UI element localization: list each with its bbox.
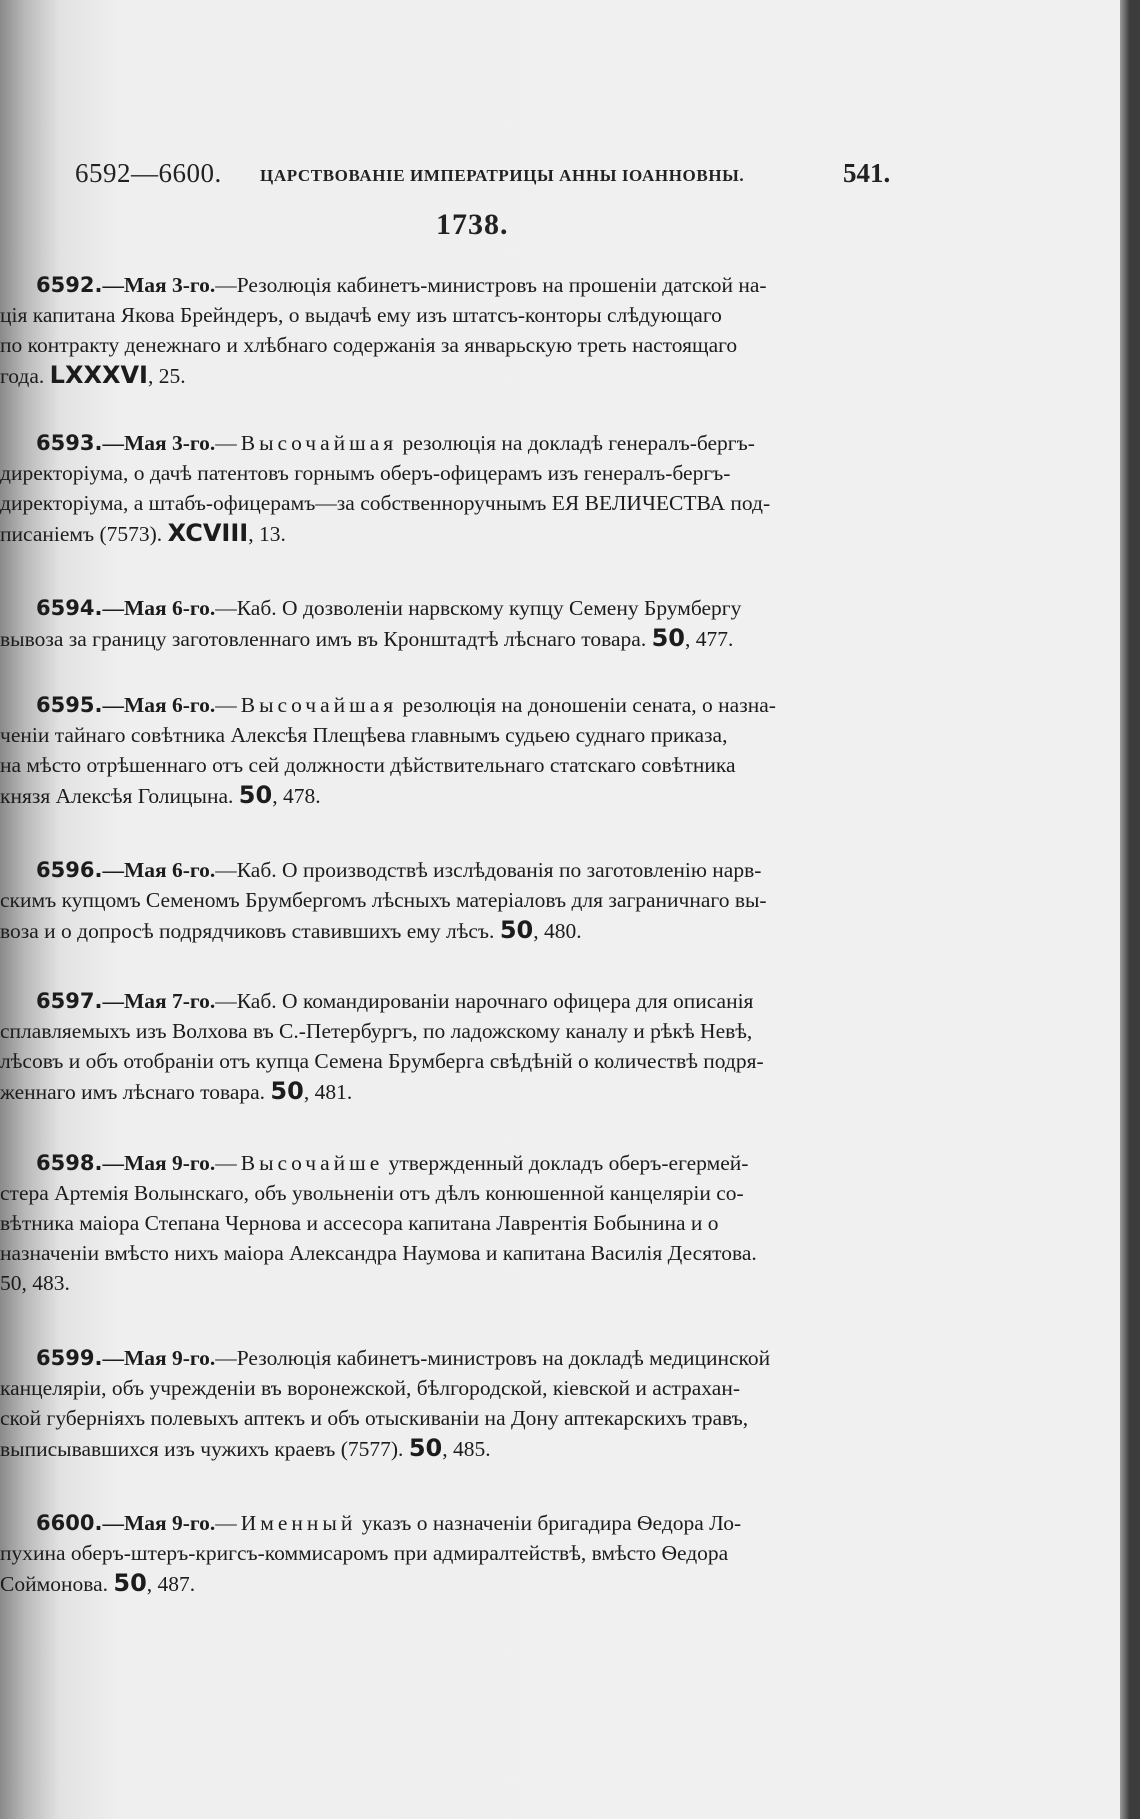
entry-text: резолюція на докладѣ генералъ-бергъ- bbox=[397, 431, 755, 455]
entry-line bbox=[0, 690, 950, 720]
running-title: ЦАРСТВОВАНІЕ ИМПЕРАТРИЦЫ АННЫ ІОАННОВНЫ. bbox=[260, 166, 745, 185]
entry-line bbox=[0, 1148, 950, 1178]
entry-line: директоріума, а штабъ-офицерамъ—за собственноручнымъ ЕЯ ВЕЛИЧЕСТВА под- bbox=[0, 491, 771, 515]
entry-6596 bbox=[0, 855, 950, 946]
entry-line bbox=[0, 780, 950, 811]
entry-line: пухина оберъ-штеръ-кригсъ-коммисаромъ при адмиралтействѣ, вмѣсто Ѳедора bbox=[0, 1541, 729, 1565]
entry-6593 bbox=[0, 428, 950, 549]
entry-number: 6593. bbox=[36, 431, 103, 455]
source-page: , 478. bbox=[272, 784, 321, 808]
source-page: , 25. bbox=[147, 364, 186, 388]
entry-date: —Мая 6-го. bbox=[102, 693, 216, 717]
entry-line: 50, 483. bbox=[0, 1271, 70, 1295]
source-volume: 50 bbox=[270, 1077, 304, 1105]
entry-text: резолюція на доношеніи сената, о назна- bbox=[397, 693, 776, 717]
entry-text: женнаго имъ лѣснаго товара. bbox=[0, 1080, 266, 1104]
entry-line: ской губерніяхъ полевыхъ аптекъ и объ отыскиваніи на Дону аптекарскихъ травъ, bbox=[0, 1406, 749, 1430]
source-page: , 487. bbox=[146, 1572, 196, 1596]
source-page: , 477. bbox=[685, 627, 734, 651]
entry-date: —Мая 6-го. bbox=[102, 596, 216, 620]
entry-line bbox=[0, 1568, 950, 1599]
entry-line bbox=[0, 1076, 950, 1107]
source-volume: 50 bbox=[651, 624, 685, 652]
source-page: , 13. bbox=[248, 522, 286, 546]
entry-line: по контракту денежнаго и хлѣбнаго содержанія за январьскую треть настоящаго bbox=[0, 333, 738, 357]
entry-6599 bbox=[0, 1343, 950, 1464]
entry-line bbox=[0, 1343, 950, 1373]
entry-date: —Мая 9-го. bbox=[102, 1346, 216, 1370]
entry-line: сплавляемыхъ изъ Волхова въ С.-Петербургъ, по ладожскому каналу и рѣкѣ Невѣ, bbox=[0, 1019, 753, 1043]
entry-spaced-word: —Высочайшая bbox=[215, 693, 398, 717]
entry-number: 6597. bbox=[36, 989, 103, 1013]
entry-text: вывоза за границу заготовленнаго имъ въ Кронштадтѣ лѣснаго товара. bbox=[0, 627, 647, 651]
source-volume: 50 bbox=[499, 916, 534, 944]
entry-text: —Резолюція кабинетъ-министровъ на докладѣ медицинской bbox=[215, 1346, 771, 1370]
entry-6594 bbox=[0, 593, 950, 654]
entry-date: —Мая 6-го. bbox=[102, 858, 216, 882]
entry-line bbox=[0, 986, 950, 1016]
entry-text: указъ о назначеніи бригадира Ѳедора Ло- bbox=[356, 1511, 742, 1535]
entry-text: —Каб. О производствѣ изслѣдованія по заготовленію нарв- bbox=[215, 858, 762, 882]
entry-6598 bbox=[0, 1148, 950, 1298]
entry-text: года. bbox=[0, 364, 45, 388]
entry-date: —Мая 3-го. bbox=[102, 273, 216, 297]
entry-number: 6600. bbox=[36, 1511, 103, 1535]
entry-text: писаніемъ (7573). bbox=[0, 522, 163, 546]
entry-number: 6596. bbox=[36, 858, 103, 882]
source-volume: 50 bbox=[113, 1569, 147, 1597]
source-page: , 481. bbox=[303, 1080, 353, 1104]
entry-text: —Каб. О дозволеніи нарвскому купцу Семену Брумбергу bbox=[215, 596, 742, 620]
entry-date: —Мая 7-го. bbox=[102, 989, 216, 1013]
entry-text: утвержденный докладъ оберъ-егермей- bbox=[383, 1151, 749, 1175]
entry-number: 6595. bbox=[36, 693, 103, 717]
entry-6592 bbox=[0, 270, 950, 391]
entry-line bbox=[0, 855, 950, 885]
entry-line: на мѣсто отрѣшеннаго отъ сей должности дѣйствительнаго статскаго совѣтника bbox=[0, 753, 736, 777]
entry-text: князя Алексѣя Голицына. bbox=[0, 784, 234, 808]
page-number: 541. bbox=[843, 158, 891, 188]
source-page: , 485. bbox=[442, 1437, 491, 1461]
entry-spaced-word: —Высочайше bbox=[215, 1151, 384, 1175]
entry-line: назначеніи вмѣсто нихъ маіора Александра Наумова и капитана Василія Десятова. bbox=[0, 1241, 757, 1265]
entry-line: лѣсовъ и объ отобраніи отъ купца Семена Брумберга свѣдѣній о количествѣ подря- bbox=[0, 1049, 764, 1073]
entry-line bbox=[0, 1508, 950, 1538]
year-heading: 1738. bbox=[436, 208, 509, 241]
entry-number: 6598. bbox=[36, 1151, 103, 1175]
entry-line: ція капитана Якова Брейндеръ, о выдачѣ ему изъ штатсъ-конторы слѣдующаго bbox=[0, 303, 722, 327]
entry-text: выписывавшихся изъ чужихъ краевъ (7577). bbox=[0, 1437, 404, 1461]
entry-line bbox=[0, 915, 950, 946]
entry-6600 bbox=[0, 1508, 950, 1599]
entry-text: воза и о допросѣ подрядчиковъ ставившихъ ему лѣсъ. bbox=[0, 919, 495, 943]
entry-line bbox=[0, 270, 950, 300]
entry-number: 6592. bbox=[36, 273, 103, 297]
entry-date: —Мая 9-го. bbox=[102, 1151, 216, 1175]
entry-spaced-word: —Высочайшая bbox=[215, 431, 398, 455]
entry-text: Соймонова. bbox=[0, 1572, 108, 1596]
source-volume: XCVIII bbox=[167, 519, 249, 547]
running-header bbox=[75, 158, 905, 198]
entry-line: директоріума, о дачѣ патентовъ горнымъ оберъ-офицерамъ изъ генералъ-бергъ- bbox=[0, 461, 731, 485]
entry-line bbox=[0, 1433, 950, 1464]
entry-number: 6594. bbox=[36, 596, 103, 620]
entry-text: —Каб. О командированіи нарочнаго офицера для описанія bbox=[215, 989, 754, 1013]
entry-line: ченіи тайнаго совѣтника Алексѣя Плещѣева главнымъ судьею суднаго приказа, bbox=[0, 723, 728, 747]
entry-line: стера Артемія Волынскаго, объ увольненіи отъ дѣлъ конюшенной канцеляріи со- bbox=[0, 1181, 744, 1205]
entry-date: —Мая 9-го. bbox=[102, 1511, 216, 1535]
entry-line bbox=[0, 593, 950, 623]
entry-date: —Мая 3-го. bbox=[102, 431, 216, 455]
page-edge-shadow bbox=[1120, 0, 1130, 1819]
entry-number: 6599. bbox=[36, 1346, 103, 1370]
entry-line bbox=[0, 360, 950, 391]
entry-range: 6592—6600. bbox=[75, 158, 222, 188]
entry-line bbox=[0, 428, 950, 458]
source-volume: 50 bbox=[238, 781, 273, 809]
entry-text: —Резолюція кабинетъ-министровъ на прошеніи датской на- bbox=[215, 273, 767, 297]
source-volume: LXXXVI bbox=[49, 361, 148, 389]
entry-spaced-word: —Именный bbox=[215, 1511, 357, 1535]
source-page: , 480. bbox=[533, 919, 582, 943]
entry-line: канцеляріи, объ учрежденіи въ воронежской, бѣлгородской, кіевской и астрахан- bbox=[0, 1376, 740, 1400]
source-volume: 50 bbox=[408, 1434, 443, 1462]
entry-6595 bbox=[0, 690, 950, 811]
entry-line bbox=[0, 623, 950, 654]
entry-line bbox=[0, 518, 950, 549]
entry-6597 bbox=[0, 986, 950, 1107]
entry-line: вѣтника маіора Степана Чернова и ассесора капитана Лаврентія Бобынина и о bbox=[0, 1211, 719, 1235]
entry-line: скимъ купцомъ Семеномъ Брумбергомъ лѣсныхъ матеріаловъ для заграничнаго вы- bbox=[0, 888, 767, 912]
